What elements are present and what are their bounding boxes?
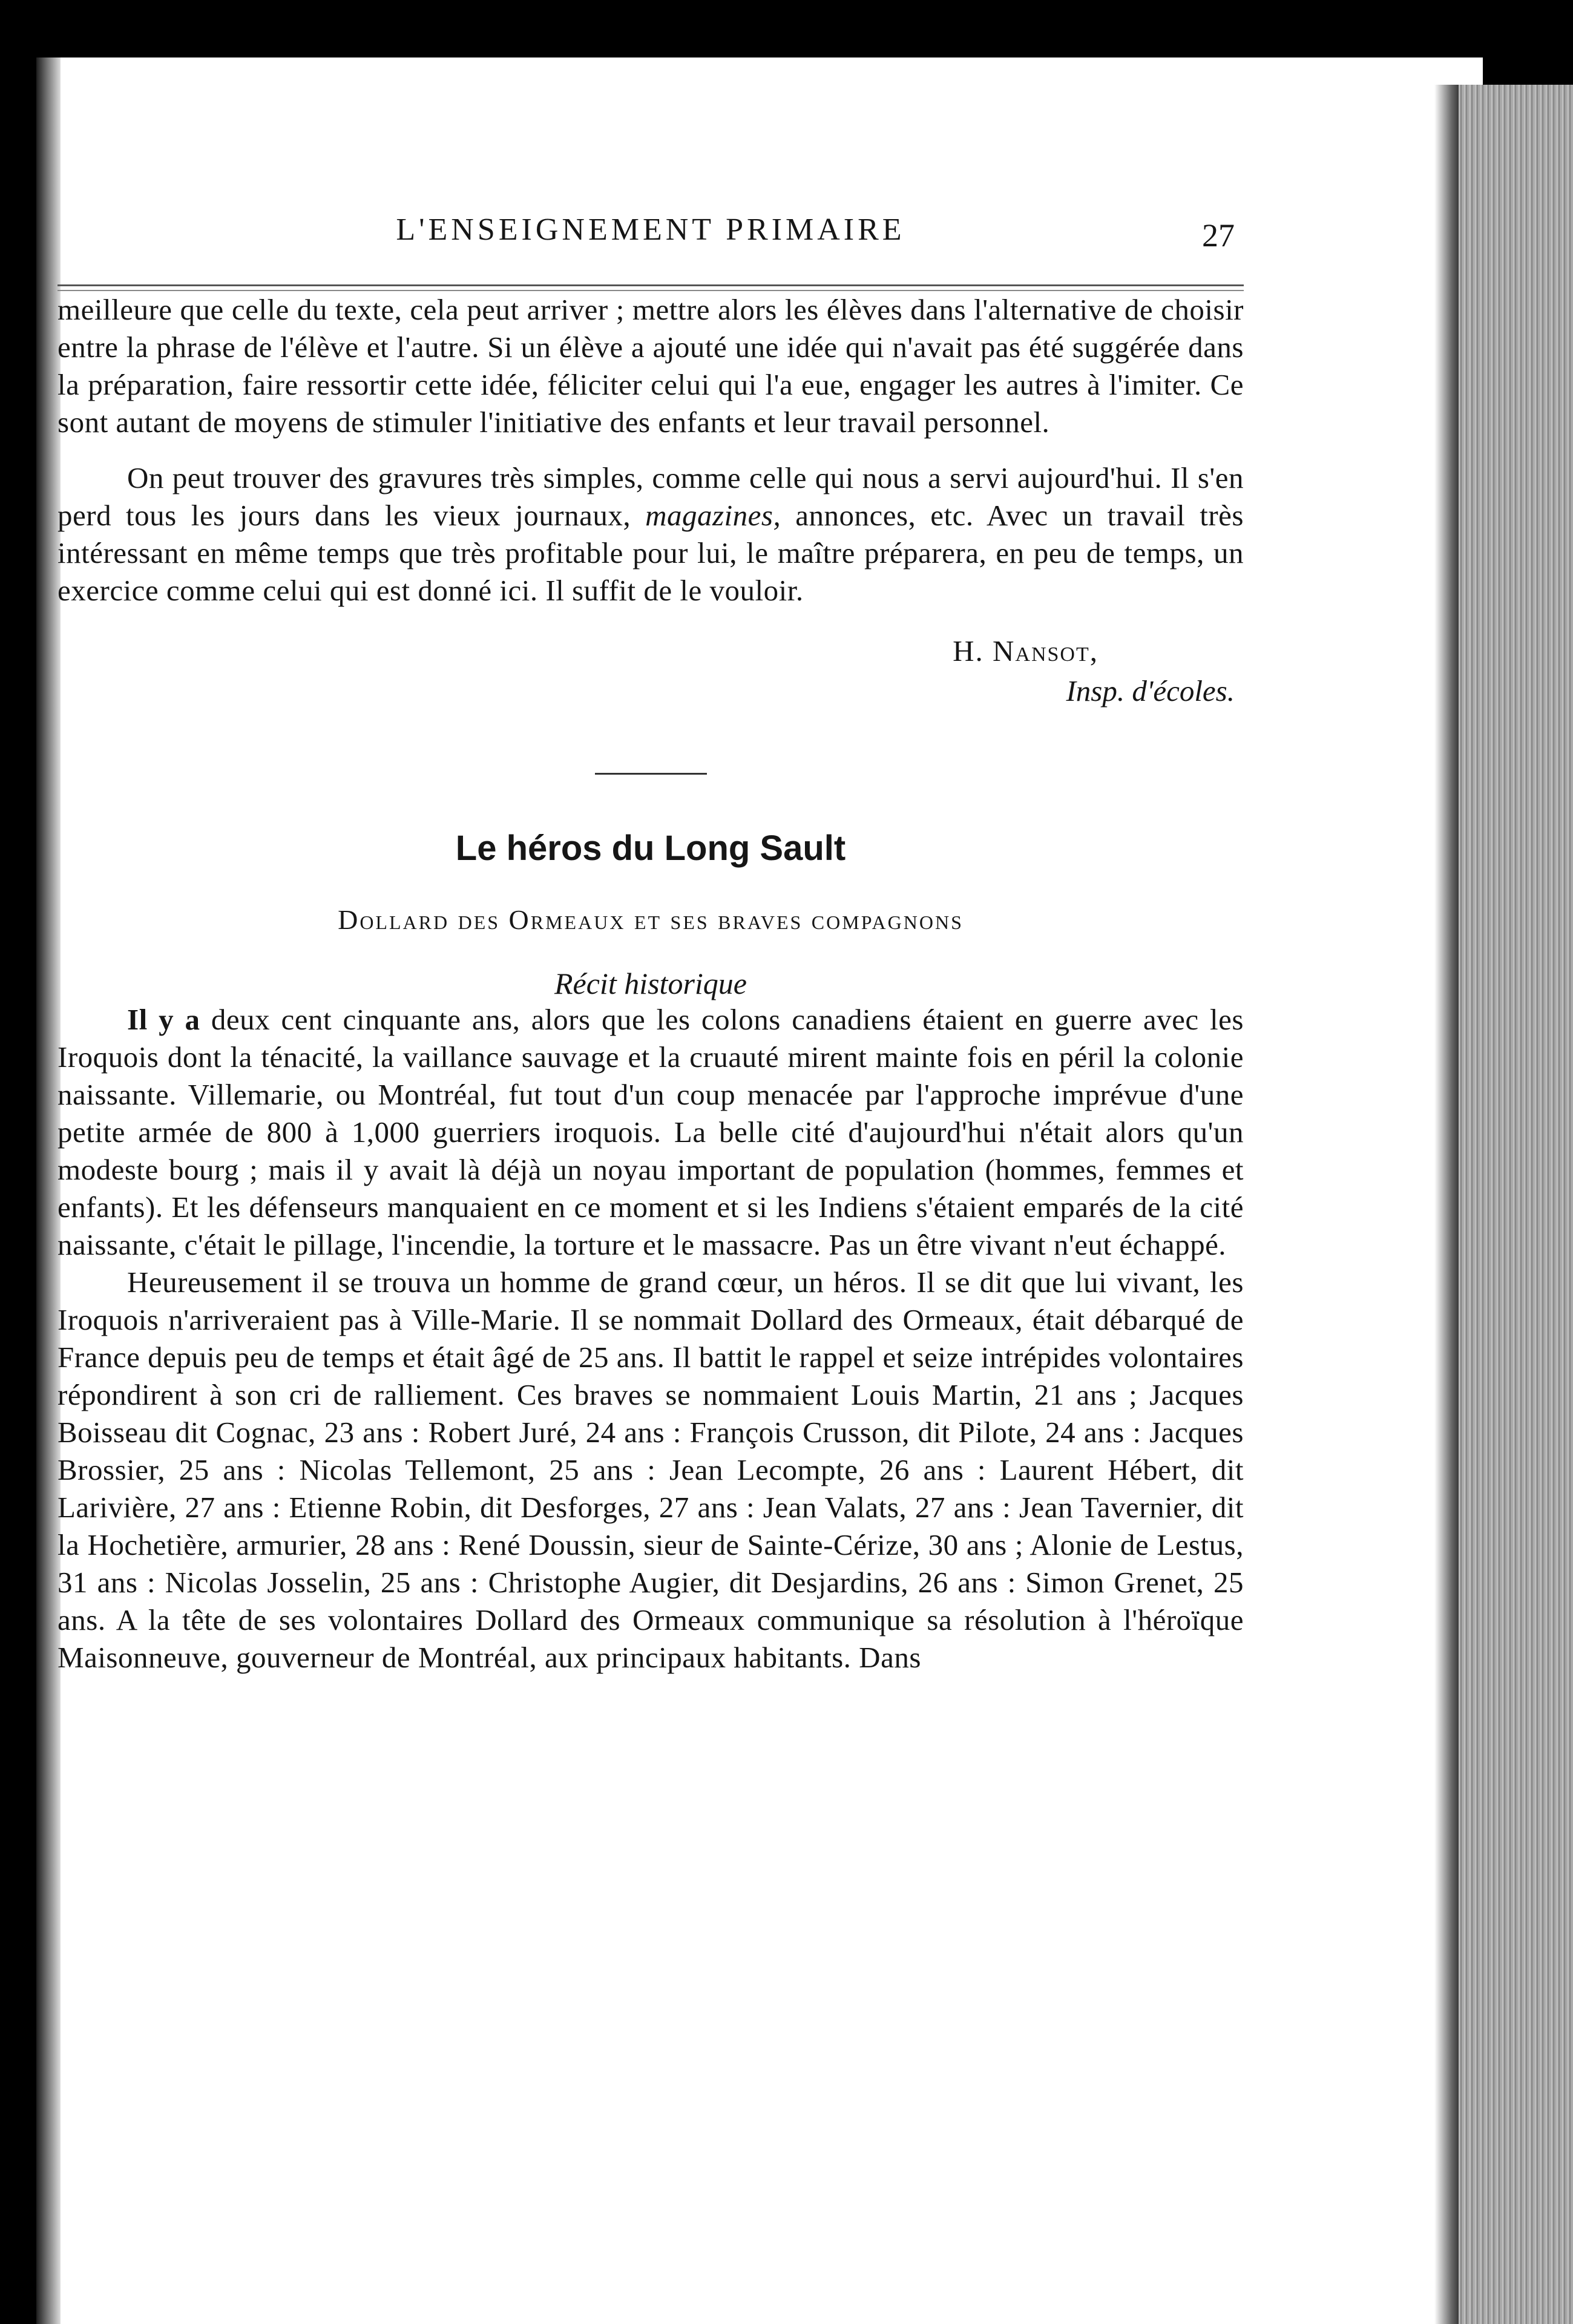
author-name: H. Nansot, xyxy=(953,634,1098,668)
article-paragraph-2: Heureusement il se trouva un homme de grand cœur, un héros. Il se dit que lui vivant, les Iroquois n'arriveraient pas à Ville-Marie. Il se nommait Dollard des Ormeaux, était débarqué de France depuis peu de temps et était âgé de 25 ans. Il battit le rappel et seize intrépides volontaires répondirent à son cri de ralliement. Ces braves se nommaient Louis Martin, 21 ans ; Jacques Boisseau dit Cognac, 23 ans : Robert Juré, 24 ans : François Crusson, dit Pilote, 24 ans : Jacques Brossier, 25 ans : Nicolas Tellemont, 25 ans : Jean Lecompte, 26 ans : Laurent Hébert, dit Larivière, 27 ans : Etienne Robin, dit Desforges, 27 ans : Jean Valats, 27 ans : Jean Tavernier, dit la Hochetière, armurier, 28 ans : René Doussin, sieur de Sainte-Cérize, 30 ans ; Alonie de Lestus, 31 ans : Nicolas Josselin, 25 ans : Christophe Augier, dit Desjardins, 26 ans : Simon Grenet, 25 ans. A la tête de ses volontaires Dollard des Ormeaux communique sa résolution à l'héroïque Maisonneuve, gouverneur de Montréal, aux principaux habitants. Dans xyxy=(57,1265,1244,1674)
article-paragraph-1 xyxy=(57,1001,1244,1264)
page-edge-shadow xyxy=(1434,85,1459,2324)
running-title: L'ENSEIGNEMENT PRIMAIRE xyxy=(396,212,905,247)
previous-article-paragraph-2 xyxy=(57,459,1244,609)
article-genre: Récit historique xyxy=(554,967,747,1000)
scan-top-border xyxy=(0,0,1573,67)
page-number: 27 xyxy=(1202,217,1235,254)
paragraph-1-text: deux cent cinquante ans, alors que les colons canadiens étaient en guerre avec les Iroquois dont la ténacité, la vaillance sauvage et la cruauté mirent mainte fois en péril la colonie naissante. Villemarie, ou Montréal, fut tout d'un coup menacée par l'approche imprévue d'une petite armée de 800 à 1,000 guerriers iroquois. La belle cité d'aujourd'hui n'était alors qu'un modeste bourg ; mais il y avait là déjà un noyau important de population (hommes, femmes et enfants). Et les défenseurs manquaient en ce moment et si les Indiens s'étaient emparés de la cité naissante, c'était le pillage, l'incendie, la torture et le massacre. Pas un être vivant n'eut échappé. xyxy=(57,1003,1244,1261)
paragraph-2-text-b: annonces, etc. Avec un travail très intéressant en même temps que très profitable pour lui, le maître préparera, en peu de temps, un exercice comme celui qui est donné ici. Il suffit de le vouloir. xyxy=(57,499,1244,607)
article-subtitle: Dollard des Ormeaux et ses braves compagnons xyxy=(338,904,964,935)
page-content xyxy=(57,200,1244,1676)
section-divider xyxy=(595,773,707,775)
signature-name xyxy=(57,632,1244,670)
running-head xyxy=(57,200,1244,254)
signature-title: Insp. d'écoles. xyxy=(1066,674,1235,707)
header-rule xyxy=(57,284,1244,291)
previous-article-paragraph-1: meilleure que celle du texte, cela peut arriver ; mettre alors les élèves dans l'alternative de choisir entre la phrase de l'élève et l'autre. Si un élève a ajouté une idée qui n'avait pas été suggérée dans la préparation, faire ressortir cette idée, féliciter celui qui l'a eue, engager les autres à l'imiter. Ce sont autant de moyens de stimuler l'initiative des enfants et leur travail personnel. xyxy=(57,293,1244,439)
paragraph-2-italic: magazines, xyxy=(645,499,781,532)
paragraph-lead: Il y a xyxy=(127,1003,200,1036)
paragraph-2-text-a: On peut trouver des gravures très simples, comme celle qui nous a servi aujourd'hui. Il s'en perd tous les jours dans les vieux journaux, xyxy=(57,461,1244,532)
binding-shadow xyxy=(36,57,61,2324)
article-title: Le héros du Long Sault xyxy=(455,829,846,868)
page-edge-stack xyxy=(1447,85,1573,2324)
